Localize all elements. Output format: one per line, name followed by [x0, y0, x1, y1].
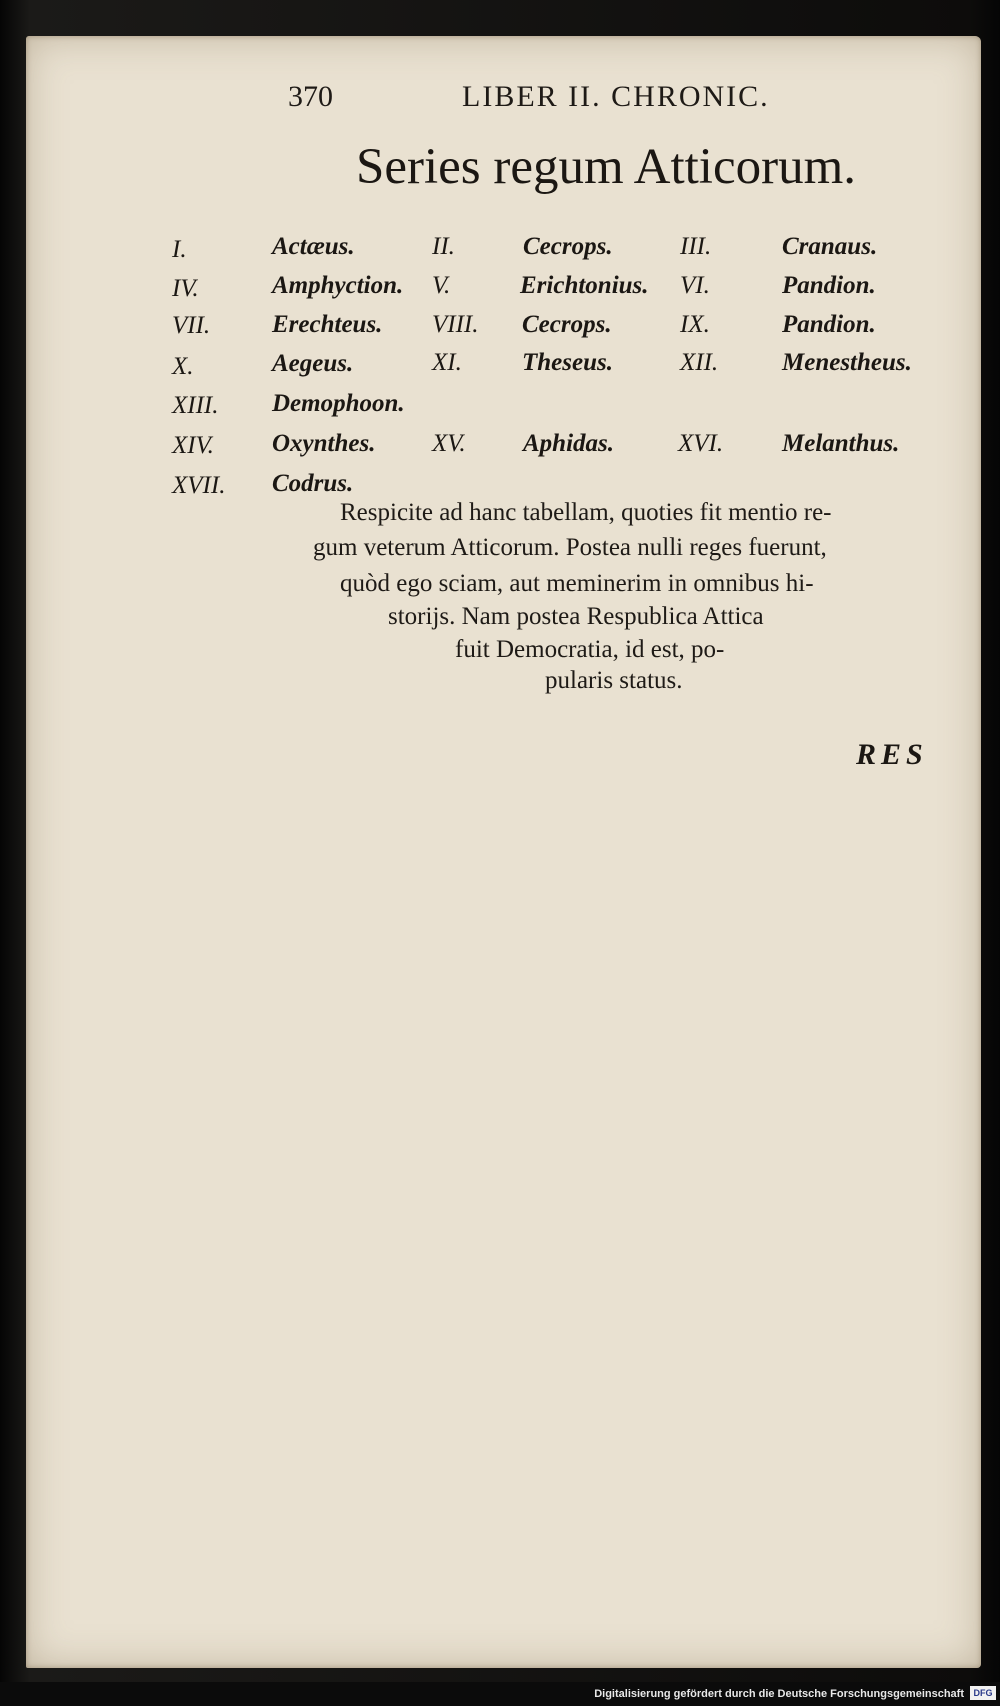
king-number: VII.	[172, 312, 211, 339]
king-name: Erechteus.	[272, 311, 383, 338]
king-number: XV.	[432, 430, 466, 457]
paragraph-line: Respicite ad hanc tabellam, quoties fit mentio re-	[340, 499, 832, 526]
king-number: IX.	[680, 311, 710, 338]
king-number: XII.	[680, 349, 719, 376]
king-number: II.	[432, 233, 455, 260]
king-number: IV.	[172, 275, 199, 302]
king-name: Actæus.	[272, 233, 355, 260]
king-name: Melanthus.	[782, 430, 900, 457]
king-name: Theseus.	[522, 349, 613, 376]
footer-credit: Digitalisierung gefördert durch die Deutsche Forschungsgemeinschaft	[594, 1688, 964, 1700]
dfg-logo: DFG	[970, 1686, 996, 1700]
page-number: 370	[288, 80, 333, 113]
king-number: XIV.	[172, 432, 214, 459]
king-name: Pandion.	[782, 272, 876, 299]
king-number: V.	[432, 272, 451, 299]
king-name: Aegeus.	[272, 350, 354, 377]
king-number: X.	[172, 353, 194, 380]
king-name: Oxynthes.	[272, 430, 376, 457]
king-name: Menestheus.	[782, 349, 912, 376]
king-name: Erichtonius.	[520, 272, 649, 299]
digitization-footer	[0, 1682, 1000, 1706]
king-name: Demophoon.	[272, 390, 405, 417]
king-name: Cranaus.	[782, 233, 878, 260]
page-title: Series regum Atticorum.	[356, 139, 856, 195]
paragraph-line: quòd ego sciam, aut meminerim in omnibus hi-	[340, 570, 814, 597]
king-name: Pandion.	[782, 311, 876, 338]
paragraph-line: fuit Democratia, id est, po-	[455, 636, 725, 663]
king-number: XIII.	[172, 392, 219, 419]
paragraph-line: gum veterum Atticorum. Postea nulli reges fuerunt,	[313, 534, 827, 561]
king-name: Amphyction.	[272, 272, 404, 299]
king-name: Cecrops.	[523, 233, 613, 260]
king-name: Aphidas.	[523, 430, 615, 457]
king-number: XVI.	[678, 430, 724, 457]
king-number: III.	[680, 233, 712, 260]
catchword: RES	[856, 738, 928, 771]
king-name: Codrus.	[272, 470, 354, 497]
king-number: I.	[172, 236, 187, 263]
king-number: VIII.	[432, 311, 479, 338]
paragraph-line: pularis status.	[545, 667, 683, 694]
paragraph-line: storijs. Nam postea Respublica Attica	[388, 603, 764, 630]
king-name: Cecrops.	[522, 311, 612, 338]
running-title: LIBER II. CHRONIC.	[462, 80, 770, 113]
king-number: XVII.	[172, 472, 226, 499]
king-number: VI.	[680, 272, 710, 299]
king-number: XI.	[432, 349, 462, 376]
